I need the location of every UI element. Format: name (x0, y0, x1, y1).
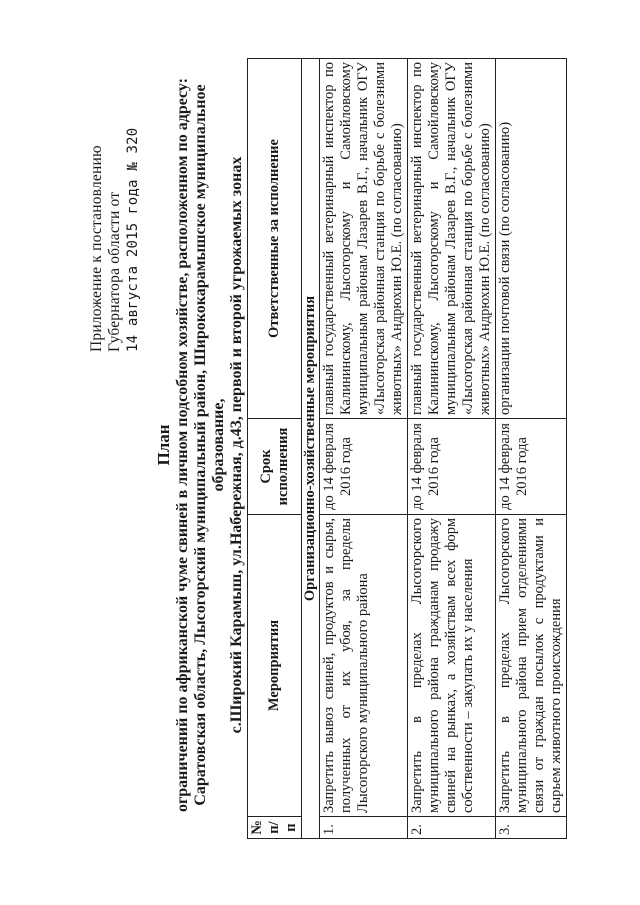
row-number: 2. (408, 817, 496, 839)
header-responsible: Ответственные за исполнение (248, 59, 302, 419)
row-deadline: до 14 февраля 2016 года (496, 419, 567, 515)
plan-table (247, 58, 567, 839)
header-measure: Мероприятия (248, 515, 302, 817)
approval-line-1: Приложение к постановлению (88, 145, 105, 352)
header-num: № п/п (248, 817, 302, 839)
row-deadline: до 14 февраля 2016 года (408, 419, 496, 515)
table-row (496, 59, 567, 839)
row-measure: Запретить в пределах Лысогорского муниципального района гражданам продажу свиней на рынках, а хозяйствам всех форм собственности – закупать их у населения (408, 515, 496, 817)
document-title-block (155, 45, 246, 845)
row-responsible: главный государственный ветеринарный инспектор по Калининскому, Лысогорскому и Самойловскому муниципальным районам Лазарев В.Г., начальник ОГУ «Лысогорская районная станция по борьбе с болезнями животных» Андрюхин Ю.Е. (по согласованию) (408, 59, 496, 419)
row-number: 3. (496, 817, 567, 839)
row-responsible: организации почтовой связи (по согласованию) (496, 59, 567, 419)
row-number: 1. (320, 817, 408, 839)
approval-line-3: 14 августа 2015 года № 320 (125, 127, 141, 352)
row-deadline: до 14 февраля 2016 года (320, 419, 408, 515)
table-row (320, 59, 408, 839)
row-responsible: главный государственный ветеринарный инспектор по Калининскому, Лысогорскому и Самойловскому муниципальным районам Лазарев В.Г., начальник ОГУ «Лысогорская районная станция по борьбе с болезнями животных» Андрюхин Ю.Е. (по согласованию) (320, 59, 408, 419)
approval-line-2: Губернатора области от (106, 191, 123, 352)
header-deadline: Срок исполнения (248, 419, 302, 515)
title-line-1: ограничений по африканской чуме свиней в личном подсобном хозяйстве, расположенном по адресу: (174, 77, 191, 813)
section-title: Организационно-хозяйственные мероприятия (302, 59, 320, 839)
document-title: План (154, 424, 173, 466)
table-row (408, 59, 496, 839)
table-header-row (248, 59, 302, 839)
approval-stamp (88, 32, 142, 352)
title-line-2: Саратовская область, Лысогорский муниципальный район, Ширококарамышское муниципальное образование, (192, 84, 227, 806)
row-measure: Запретить вывоз свиней, продуктов и сырья, полученных от их убоя, за пределы Лысогорского муниципального района (320, 515, 408, 817)
section-row (302, 59, 320, 839)
title-line-3: с.Широкий Карамыш, ул.Набережная, д.43, первой и второй угрожаемых зонах (228, 156, 245, 734)
row-measure: Запретить в пределах Лысогорского муниципального района прием отделениями связи от граждан посылок с продуктами и сырьем животного происхождения (496, 515, 567, 817)
